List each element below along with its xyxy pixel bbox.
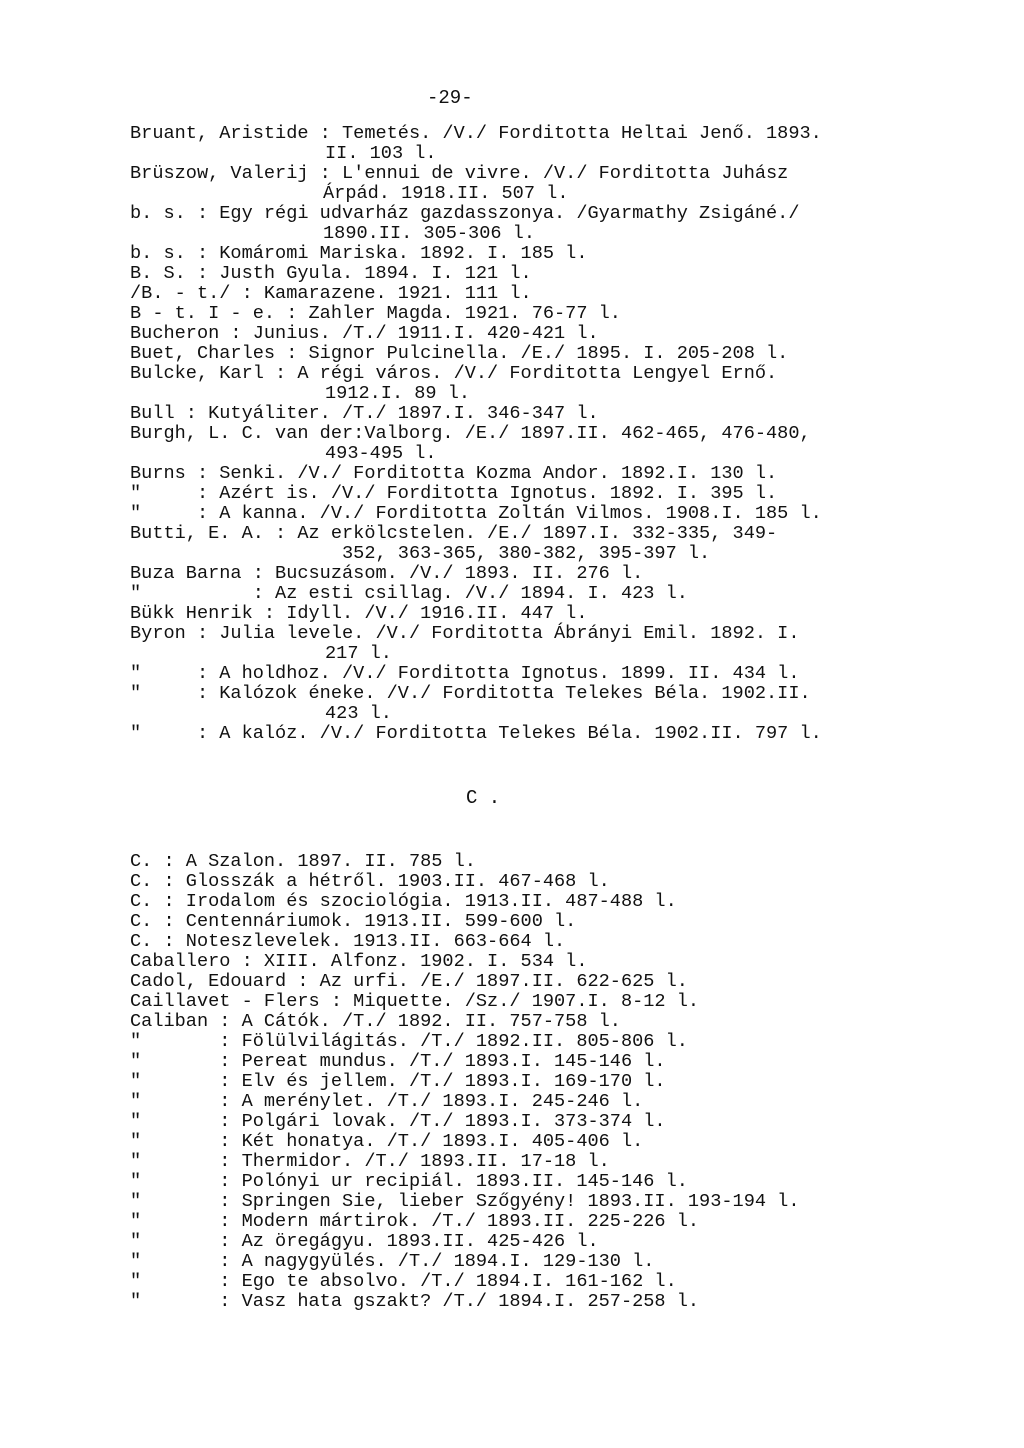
entry-line: C. : A Szalon. 1897. II. 785 l.: [130, 851, 476, 872]
entry-line: " : Két honatya. /T./ 1893.I. 405-406 l.: [130, 1131, 644, 1152]
entry-line: " : A kanna. /V./ Forditotta Zoltán Vilmos. 1908.I. 185 l.: [130, 503, 822, 524]
entry-line: 217 l.: [325, 643, 392, 664]
entry-line: C. : Irodalom és szociológia. 1913.II. 487-488 l.: [130, 891, 677, 912]
entry-line: /B. - t./ : Kamarazene. 1921. 111 l.: [130, 283, 532, 304]
entry-line: 1912.I. 89 l.: [325, 383, 471, 404]
entry-line: 1890.II. 305-306 l.: [323, 223, 536, 244]
entry-line: " : A kalóz. /V./ Forditotta Telekes Béla. 1902.II. 797 l.: [130, 723, 822, 744]
entry-line: " : Ego te absolvo. /T./ 1894.I. 161-162 l.: [130, 1271, 677, 1292]
entry-line: Buza Barna : Bucsuzásom. /V./ 1893. II. 276 l.: [130, 563, 644, 584]
entry-line: Caliban : A Cátók. /T./ 1892. II. 757-758 l.: [130, 1011, 621, 1032]
entry-line: Burns : Senki. /V./ Forditotta Kozma Andor. 1892.I. 130 l.: [130, 463, 778, 484]
entry-line: b. s. : Egy régi udvarház gazdasszonya. /Gyarmathy Zsigáné./: [130, 203, 800, 224]
entry-line: " : Polónyi ur recipiál. 1893.II. 145-146 l.: [130, 1171, 688, 1192]
entry-line: Buet, Charles : Signor Pulcinella. /E./ 1895. I. 205-208 l.: [130, 343, 789, 364]
entry-line: " : Thermidor. /T./ 1893.II. 17-18 l.: [130, 1151, 610, 1172]
entry-line: Bruant, Aristide : Temetés. /V./ Forditotta Heltai Jenő. 1893.: [130, 123, 822, 144]
entry-line: Burgh, L. C. van der:Valborg. /E./ 1897.II. 462-465, 476-480,: [130, 423, 811, 444]
entry-line: " : A merénylet. /T./ 1893.I. 245-246 l.: [130, 1091, 644, 1112]
section-heading: C .: [466, 787, 501, 809]
entry-line: " : Fölülvilágitás. /T./ 1892.II. 805-806 l.: [130, 1031, 688, 1052]
entry-line: 423 l.: [325, 703, 392, 724]
entry-line: Bull : Kutyáliter. /T./ 1897.I. 346-347 l.: [130, 403, 599, 424]
entry-line: Butti, E. A. : Az erkölcstelen. /E./ 1897.I. 332-335, 349-: [130, 523, 778, 544]
entry-line: " : A holdhoz. /V./ Forditotta Ignotus. 1899. II. 434 l.: [130, 663, 800, 684]
entry-line: " : A nagygyülés. /T./ 1894.I. 129-130 l.: [130, 1251, 655, 1272]
entry-line: " : Pereat mundus. /T./ 1893.I. 145-146 l.: [130, 1051, 666, 1072]
entry-line: Cadol, Edouard : Az urfi. /E./ 1897.II. 622-625 l.: [130, 971, 688, 992]
entry-line: C. : Noteszlevelek. 1913.II. 663-664 l.: [130, 931, 566, 952]
entry-line: Bükk Henrik : Idyll. /V./ 1916.II. 447 l.: [130, 603, 588, 624]
entry-line: Bulcke, Karl : A régi város. /V./ Forditotta Lengyel Ernő.: [130, 363, 778, 384]
entry-line: Caillavet - Flers : Miquette. /Sz./ 1907.I. 8-12 l.: [130, 991, 700, 1012]
entry-line: " : Modern mártirok. /T./ 1893.II. 225-226 l.: [130, 1211, 700, 1232]
entry-line: B - t. I - e. : Zahler Magda. 1921. 76-77 l.: [130, 303, 621, 324]
entry-line: " : Vasz hata gszakt? /T./ 1894.I. 257-258 l.: [130, 1291, 700, 1312]
entry-line: Caballero : XIII. Alfonz. 1902. I. 534 l.: [130, 951, 588, 972]
page-number: -29-: [427, 87, 473, 109]
entry-line: " : Springen Sie, lieber Szőgyény! 1893.II. 193-194 l.: [130, 1191, 800, 1212]
entry-line: b. s. : Komáromi Mariska. 1892. I. 185 l.: [130, 243, 588, 264]
entry-line: II. 103 l.: [325, 143, 437, 164]
entry-line: B. S. : Justh Gyula. 1894. I. 121 l.: [130, 263, 532, 284]
entry-line: 352, 363-365, 380-382, 395-397 l.: [342, 543, 711, 564]
entry-line: 493-495 l.: [325, 443, 437, 464]
entry-line: Byron : Julia levele. /V./ Forditotta Ábrányi Emil. 1892. I.: [130, 623, 800, 644]
entry-line: C. : Glosszák a hétről. 1903.II. 467-468 l.: [130, 871, 610, 892]
entry-line: Bucheron : Junius. /T./ 1911.I. 420-421 l.: [130, 323, 599, 344]
entry-line: " : Azért is. /V./ Forditotta Ignotus. 1892. I. 395 l.: [130, 483, 778, 504]
entry-line: " : Az öregágyu. 1893.II. 425-426 l.: [130, 1231, 599, 1252]
entry-line: Árpád. 1918.II. 507 l.: [323, 183, 569, 204]
entry-line: Brüszow, Valerij : L'ennui de vivre. /V./ Forditotta Juhász: [130, 163, 789, 184]
entry-line: " : Polgári lovak. /T./ 1893.I. 373-374 l.: [130, 1111, 666, 1132]
entry-line: " : Az esti csillag. /V./ 1894. I. 423 l.: [130, 583, 688, 604]
entry-line: C. : Centennáriumok. 1913.II. 599-600 l.: [130, 911, 577, 932]
entry-line: " : Kalózok éneke. /V./ Forditotta Telekes Béla. 1902.II.: [130, 683, 811, 704]
entry-line: " : Elv és jellem. /T./ 1893.I. 169-170 l.: [130, 1071, 666, 1092]
